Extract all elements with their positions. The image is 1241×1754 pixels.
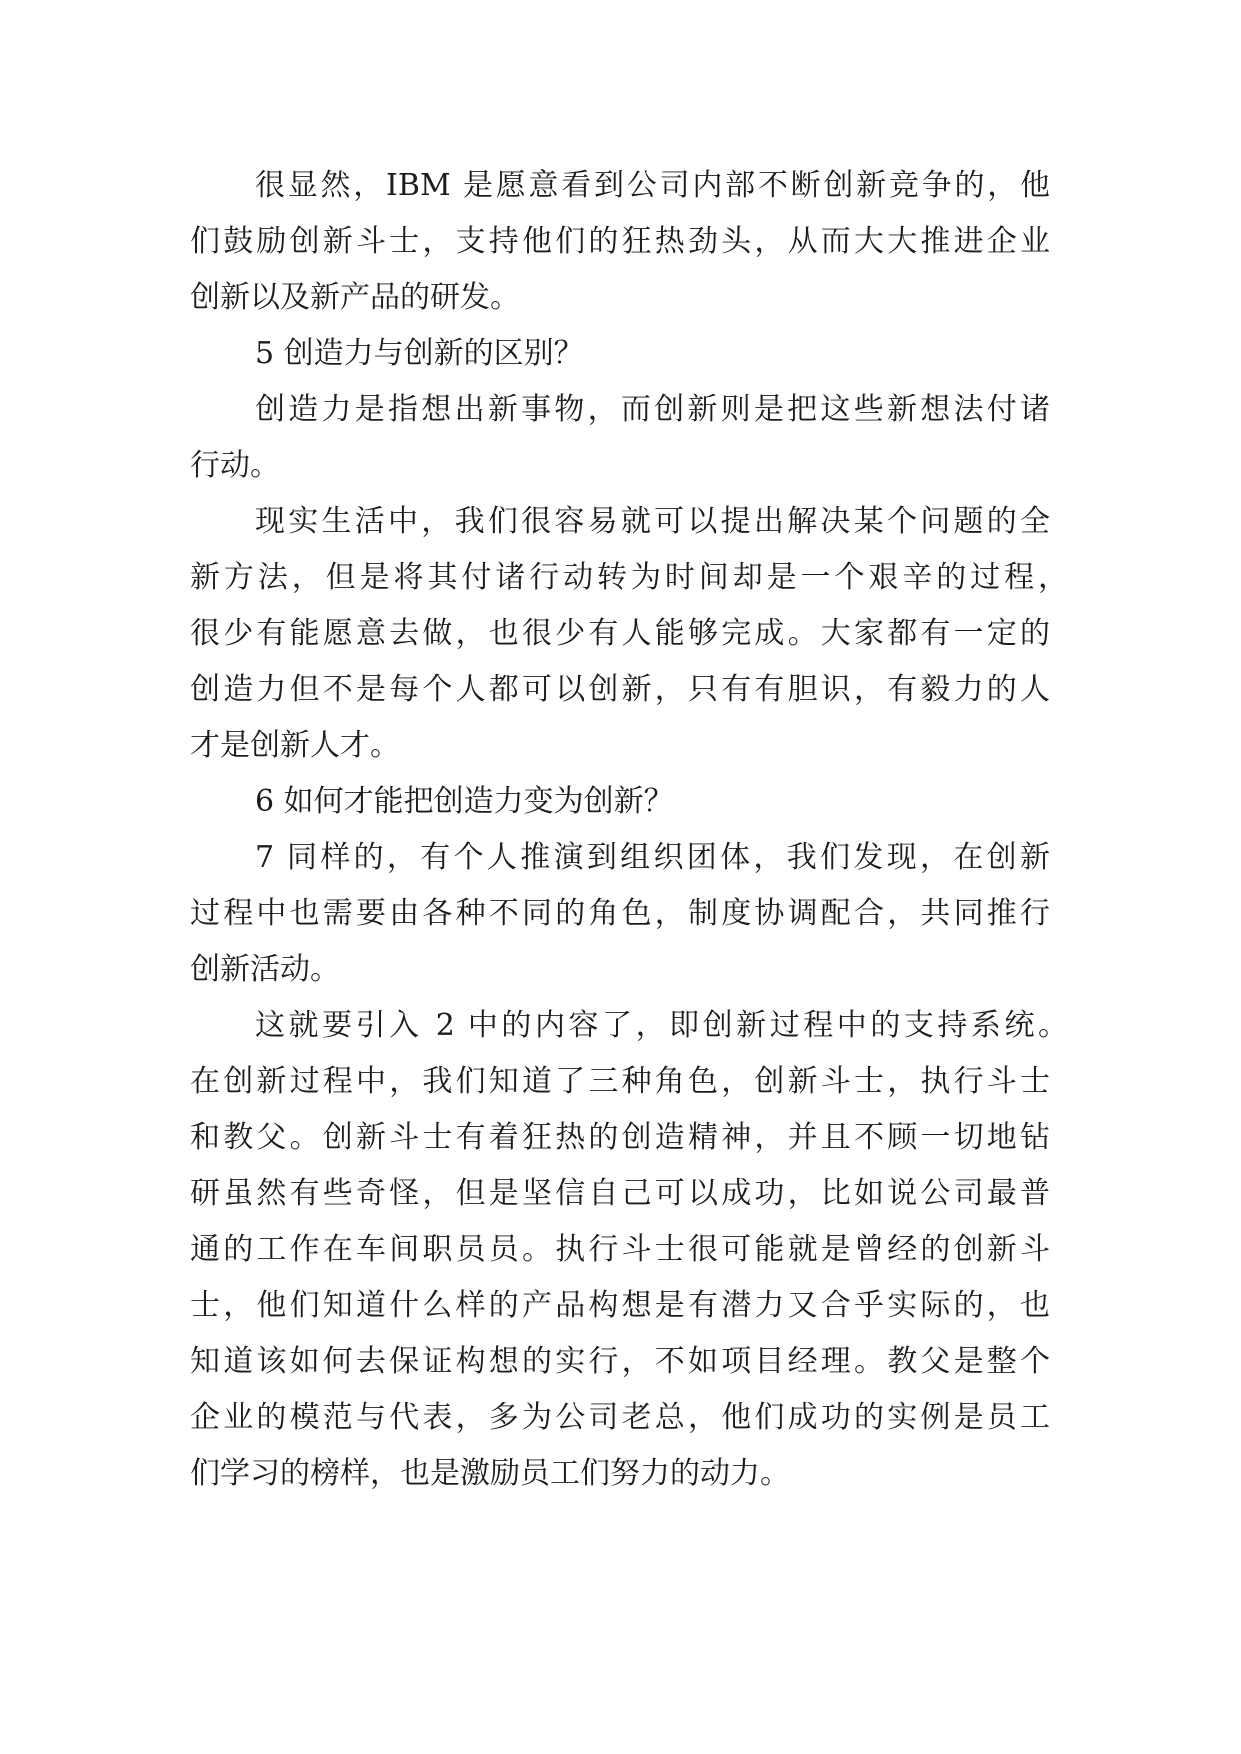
paragraph-line: 知道该如何去保证构想的实行，不如项目经理。教父是整个 xyxy=(190,1344,1050,1379)
paragraph-line: 创造力但不是每个人都可以创新，只有有胆识，有毅力的人 xyxy=(190,672,1050,707)
paragraph-line: 和教父。创新斗士有着狂热的创造精神，并且不顾一切地钻 xyxy=(190,1120,1050,1155)
paragraph-line: 们学习的榜样，也是激励员工们努力的动力。 xyxy=(190,1456,790,1491)
paragraph-line: 创造力是指想出新事物，而创新则是把这些新想法付诸 xyxy=(255,392,1050,427)
paragraph-line: 企业的模范与代表，多为公司老总，他们成功的实例是员工 xyxy=(190,1400,1050,1435)
paragraph-line: 创新以及新产品的研发。 xyxy=(190,280,520,315)
paragraph-line: 过程中也需要由各种不同的角色，制度协调配合，共同推行 xyxy=(190,896,1050,931)
paragraph-line: 很少有能愿意去做，也很少有人能够完成。大家都有一定的 xyxy=(190,616,1050,651)
paragraph-line: 7 同样的，有个人推演到组织团体，我们发现，在创新 xyxy=(255,840,1050,875)
paragraph-line: 这就要引入 2 中的内容了，即创新过程中的支持系统。 xyxy=(255,1008,1068,1043)
paragraph-line: 研虽然有些奇怪，但是坚信自己可以成功，比如说公司最普 xyxy=(190,1176,1050,1211)
paragraph-line: 通的工作在车间职员员。执行斗士很可能就是曾经的创新斗 xyxy=(190,1232,1050,1267)
section-heading: 5 创造力与创新的区别？ xyxy=(255,336,584,371)
paragraph-line: 现实生活中，我们很容易就可以提出解决某个问题的全 xyxy=(255,504,1050,539)
paragraph-line: 行动。 xyxy=(190,448,280,483)
paragraph-line: 士，他们知道什么样的产品构想是有潜力又合乎实际的，也 xyxy=(190,1288,1050,1323)
paragraph-line: 新方法，但是将其付诸行动转为时间却是一个艰辛的过程， xyxy=(190,560,1068,595)
paragraph-line: 很显然，IBM 是愿意看到公司内部不断创新竞争的，他 xyxy=(255,168,1050,203)
paragraph-line: 创新活动。 xyxy=(190,952,340,987)
section-heading: 6 如何才能把创造力变为创新？ xyxy=(255,784,674,819)
paragraph-line: 们鼓励创新斗士，支持他们的狂热劲头，从而大大推进企业 xyxy=(190,224,1050,259)
paragraph-line: 才是创新人才。 xyxy=(190,728,400,763)
paragraph-line: 在创新过程中，我们知道了三种角色，创新斗士，执行斗士 xyxy=(190,1064,1050,1099)
